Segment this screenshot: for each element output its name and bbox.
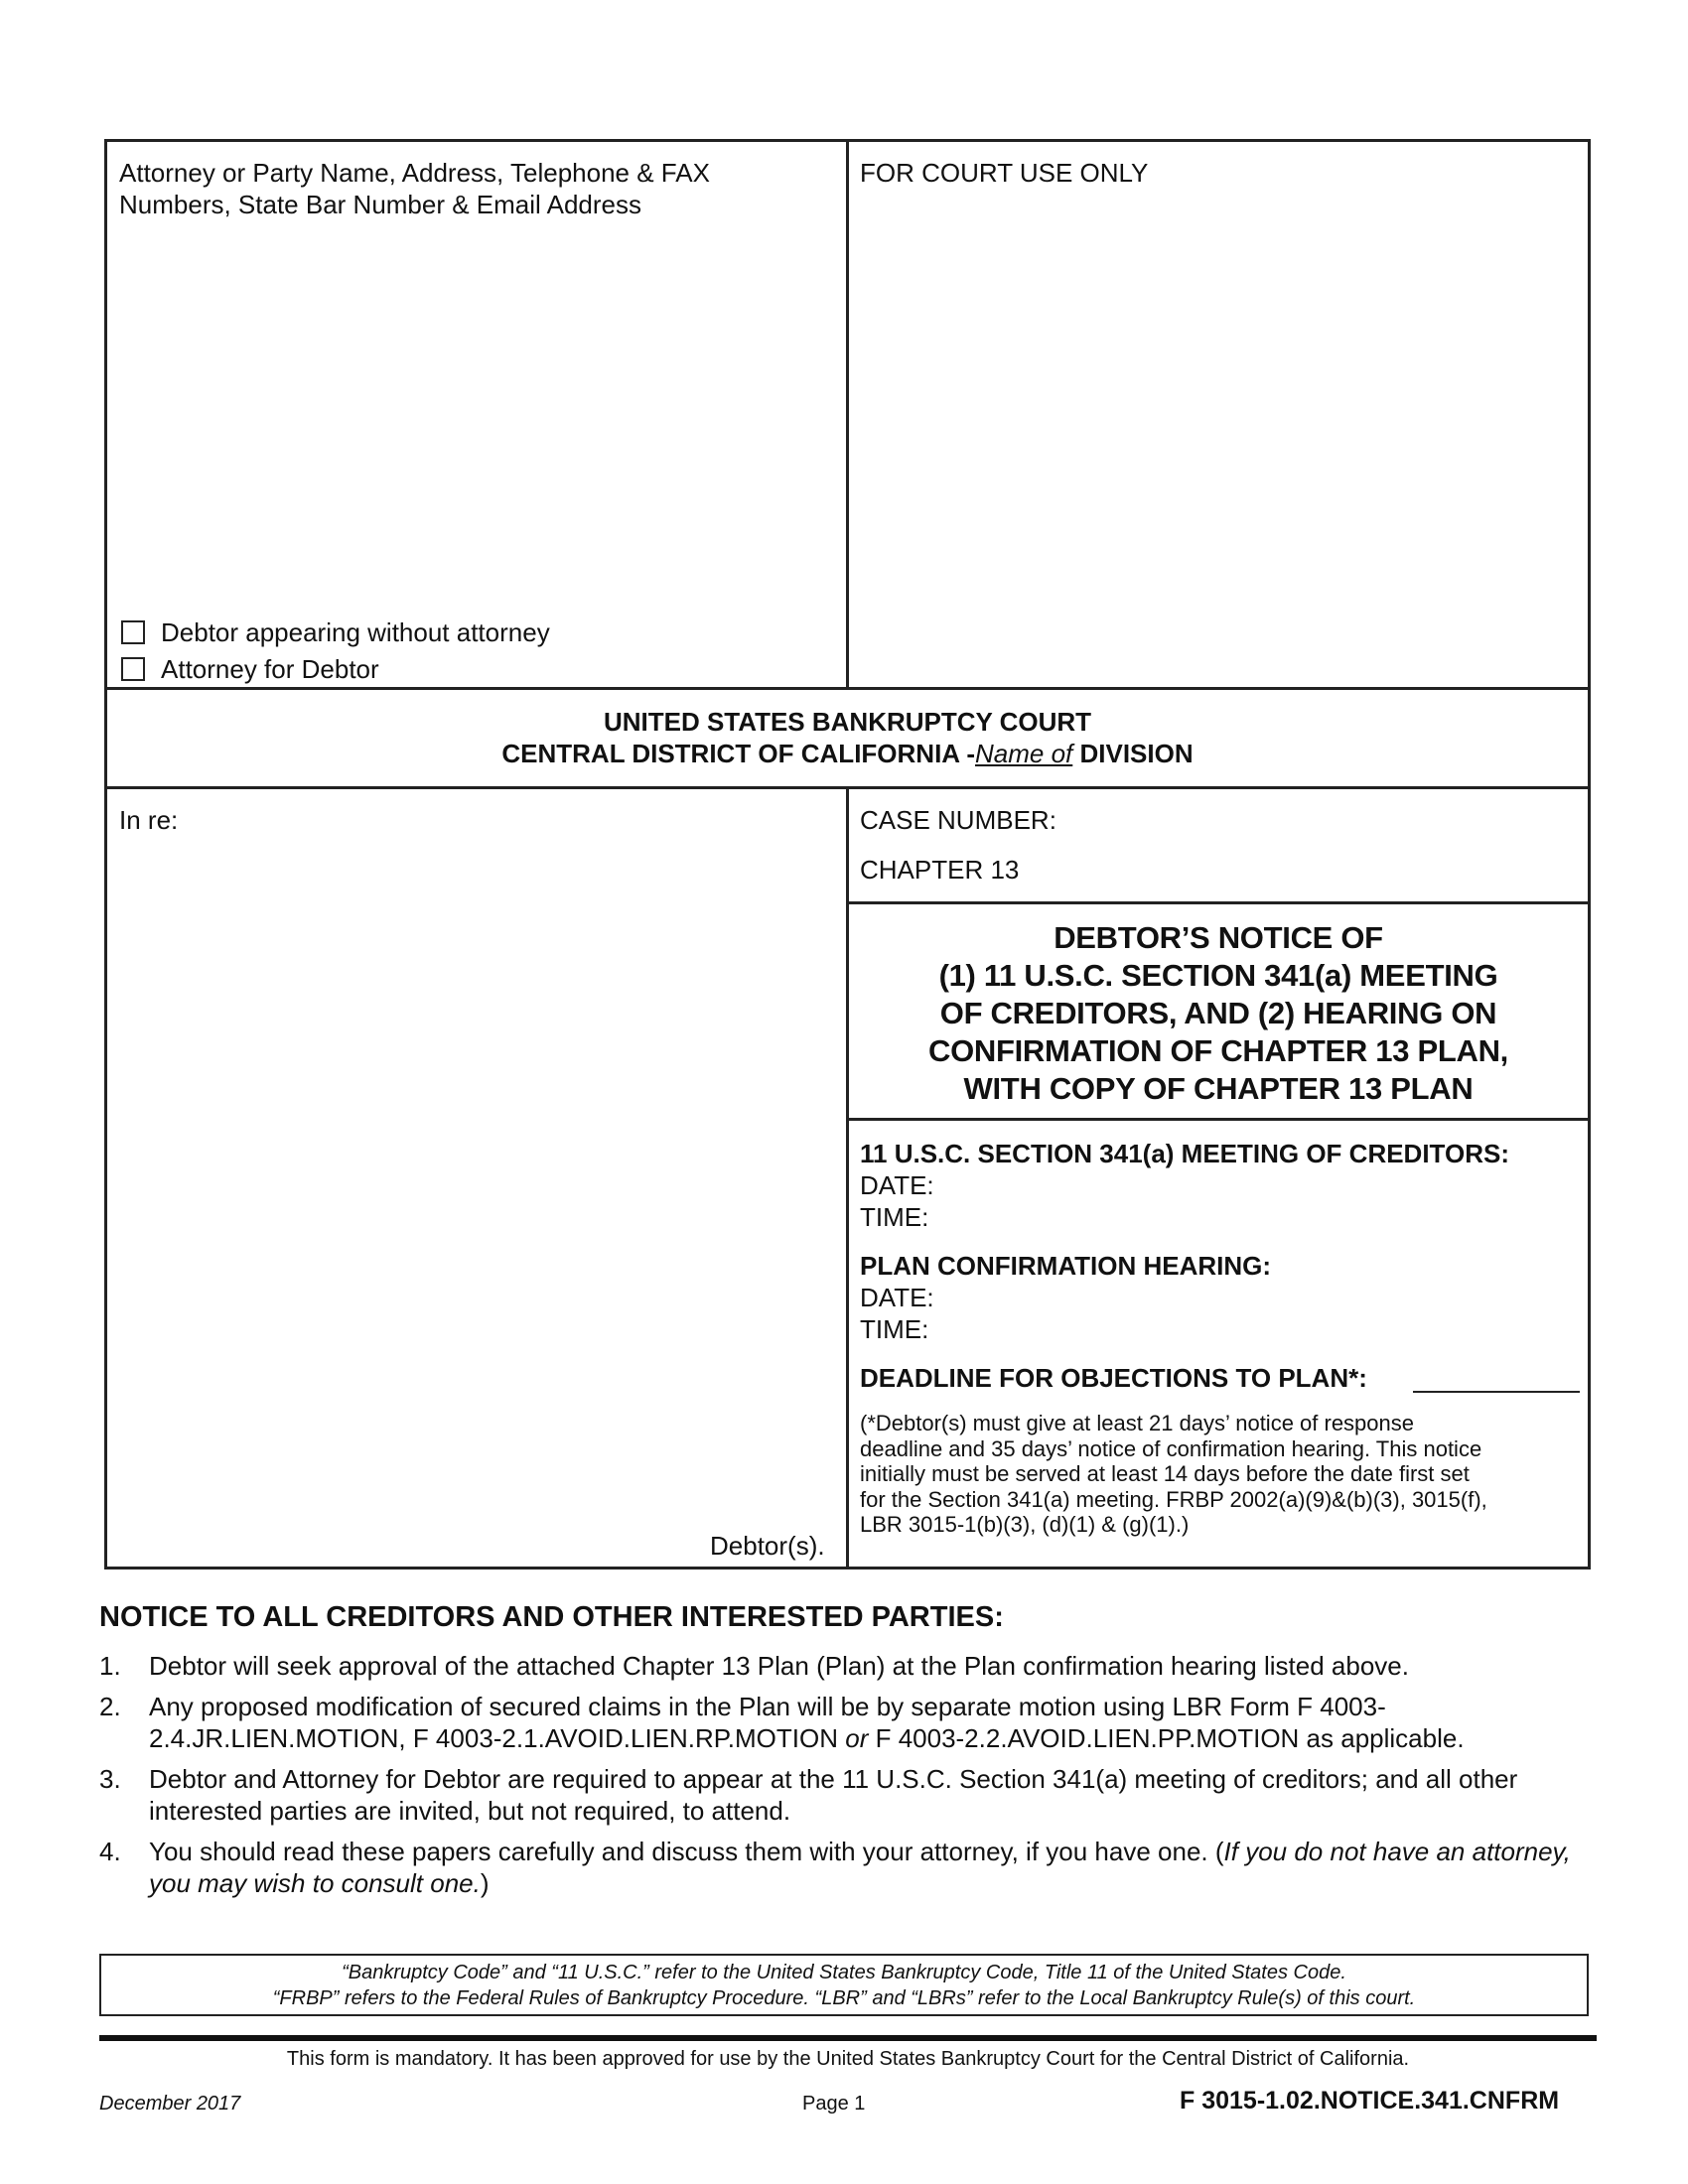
title-line-3: OF CREDITORS, AND (2) HEARING ON [939, 996, 1497, 1030]
debtor-without-attorney-label: Debtor appearing without attorney [161, 616, 550, 647]
footer-date: December 2017 [99, 2093, 241, 2115]
notice-item-3-text: Debtor and Attorney for Debtor are required to appear at the 11 U.S.C. Section 341(a) meeting of creditors; and all other interested parties are invited, but not required, to attend. [149, 1764, 1518, 1826]
attorney-info-label [119, 157, 834, 220]
title-line-5: WITH COPY OF CHAPTER 13 PLAN [963, 1071, 1474, 1106]
notice-item-2 [99, 1691, 1599, 1754]
court-name [107, 706, 1588, 769]
hearing-section [860, 1250, 1585, 1345]
notice-item-4 [99, 1836, 1599, 1899]
court-use-label: FOR COURT USE ONLY [860, 158, 1149, 188]
notice-item-4-number: 4. [99, 1837, 121, 1866]
notice-heading: NOTICE TO ALL CREDITORS AND OTHER INTERESTED PARTIES: [99, 1601, 1004, 1633]
notice-item-2-number: 2. [99, 1692, 121, 1721]
meeting-time-label: TIME: [860, 1202, 929, 1232]
definitions-box [99, 1954, 1589, 2016]
case-number-label: CASE NUMBER: [860, 805, 1056, 835]
debtors-label: Debtor(s). [710, 1531, 825, 1561]
notice-item-3-number: 3. [99, 1764, 121, 1794]
deadline-note-line1: (*Debtor(s) must give at least 21 days’ notice of response [860, 1411, 1415, 1435]
debtor-without-attorney-option[interactable] [121, 614, 816, 650]
notice-item-1 [99, 1650, 1599, 1682]
debtor-without-attorney-checkbox[interactable] [121, 620, 145, 644]
notice-item-1-number: 1. [99, 1651, 121, 1681]
footer-mandatory: This form is mandatory. It has been approved for use by the United States Bankruptcy Court for the Central District of California. [286, 2048, 1410, 2070]
form-right-border [1588, 139, 1591, 1570]
notice-list [99, 1650, 1599, 1908]
footer-page: Page 1 [802, 2093, 866, 2115]
divider-chapter [846, 901, 1591, 904]
deadline-note-line3: initially must be served at least 14 days before the date first set [860, 1461, 1470, 1486]
division-name-placeholder: Name of [975, 739, 1073, 768]
notice-item-3 [99, 1763, 1599, 1827]
attorney-for-debtor-option[interactable] [121, 650, 816, 687]
attorney-label-line1: Attorney or Party Name, Address, Telephone & FAX [119, 158, 710, 188]
notice-item-1-text: Debtor will seek approval of the attached Chapter 13 Plan (Plan) at the Plan confirmation hearing listed above. [149, 1651, 1409, 1681]
hearing-heading: PLAN CONFIRMATION HEARING: [860, 1251, 1272, 1281]
deadline-note [860, 1411, 1585, 1538]
divider-court-top [104, 687, 1591, 690]
notice-title [849, 919, 1588, 1108]
title-line-1: DEBTOR’S NOTICE OF [1054, 920, 1383, 955]
divider-title [846, 1118, 1591, 1121]
notice-item-4-text: You should read these papers carefully and discuss them with your attorney, if you have one. (If you do not have an attorney, you may wish to consult one.) [149, 1837, 1571, 1898]
deadline-note-line5: LBR 3015-1(b)(3), (d)(1) & (g)(1).) [860, 1512, 1190, 1537]
attorney-for-debtor-label: Attorney for Debtor [161, 653, 379, 684]
definitions-line2: “FRBP” refers to the Federal Rules of Bankruptcy Procedure. “LBR” and “LBRs” refer to the Local Bankruptcy Rule(s) of this court. [272, 1987, 1416, 2009]
definitions-line1: “Bankruptcy Code” and “11 U.S.C.” refer to the United States Bankruptcy Code, Title 11 of the United States Code. [342, 1962, 1346, 1983]
court-name-line2: CENTRAL DISTRICT OF CALIFORNIA -Name of DIVISION [501, 739, 1194, 768]
deadline-label: DEADLINE FOR OBJECTIONS TO PLAN*: [860, 1363, 1367, 1393]
notice-item-2-text: Any proposed modification of secured claims in the Plan will be by separate motion using LBR Form F 4003-2.4.JR.LIEN.MOTION, F 4003-2.1.AVOID.LIEN.RP.MOTION or F 4003-2.2.AVOID.LIEN.PP.MOTION as applicable. [149, 1692, 1465, 1753]
divider-header-middle [846, 139, 849, 690]
title-line-2: (1) 11 U.S.C. SECTION 341(a) MEETING [938, 958, 1498, 993]
meeting-date-label: DATE: [860, 1170, 934, 1200]
hearing-date-label: DATE: [860, 1283, 934, 1312]
title-line-4: CONFIRMATION OF CHAPTER 13 PLAN, [927, 1033, 1508, 1068]
deadline-blank-line[interactable] [1413, 1391, 1580, 1393]
footer-rule [99, 2035, 1597, 2041]
form-left-border [104, 139, 107, 1570]
attorney-label-line2: Numbers, State Bar Number & Email Address [119, 190, 641, 219]
in-re-label: In re: [119, 805, 179, 835]
meeting-heading: 11 U.S.C. SECTION 341(a) MEETING OF CREDITORS: [860, 1139, 1509, 1168]
attorney-checkbox-group [121, 614, 816, 687]
deadline-note-line4: for the Section 341(a) meeting. FRBP 2002(a)(9)&(b)(3), 3015(f), [860, 1486, 1487, 1512]
hearing-time-label: TIME: [860, 1314, 929, 1344]
footer-form-id: F 3015-1.02.NOTICE.341.CNFRM [1180, 2087, 1560, 2115]
court-name-line1: UNITED STATES BANKRUPTCY COURT [603, 707, 1092, 737]
chapter-label: CHAPTER 13 [860, 855, 1020, 885]
attorney-for-debtor-checkbox[interactable] [121, 657, 145, 681]
meeting-section [860, 1138, 1585, 1233]
deadline-note-line2: deadline and 35 days’ notice of confirmation hearing. This notice [860, 1435, 1482, 1461]
